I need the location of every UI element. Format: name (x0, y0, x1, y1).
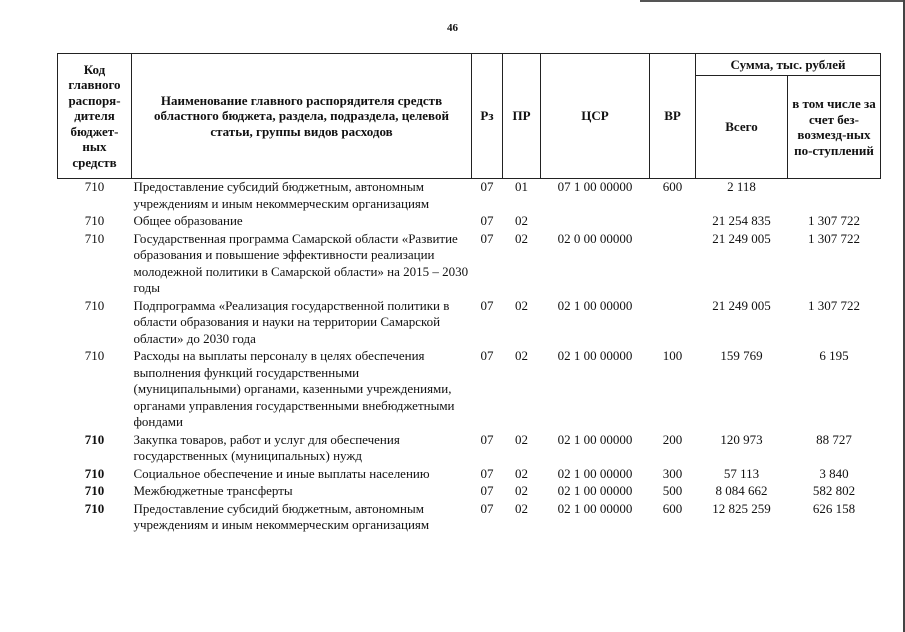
cell-csr: 02 1 00 00000 (557, 500, 633, 516)
cell-incl: 88 727 (816, 431, 852, 447)
cell-pr: 02 (515, 483, 528, 498)
table-row (58, 431, 881, 465)
cell-pr: 02 (515, 297, 528, 313)
cell-code: 710 (84, 483, 105, 498)
cell-total: 21 249 005 (712, 230, 771, 246)
table-row (58, 347, 881, 431)
cell-total: 2 118 (727, 179, 756, 194)
cell-csr: 02 1 00 00000 (557, 465, 633, 481)
cell-rz: 07 (480, 431, 494, 447)
cell-vr (650, 230, 696, 297)
cell-name: Социальное обеспечение и иные выплаты населению (133, 465, 430, 481)
cell-total: 21 249 005 (712, 297, 771, 313)
cell-incl: 6 195 (819, 348, 849, 363)
cell-rz: 07 (480, 179, 494, 194)
cell-pr: 02 (515, 431, 528, 447)
cell-name: Государственная программа Самарской области «Развитие образования и повышение эффективности реализации молодежной политики в Самарской области» на 2015 – 2030 годы (133, 230, 469, 295)
cell-name: Расходы на выплаты персоналу в целях обеспечения выполнения функций государственными (муниципальными) органами, казенными учреждениями, органами управления государственными внебюджетными фондами (133, 348, 455, 429)
cell-csr: 02 1 00 00000 (557, 297, 633, 313)
cell-code: 710 (84, 297, 105, 313)
cell-csr: 02 1 00 00000 (557, 483, 633, 498)
header-incl: в том числе за счет без-возмезд-ных по-ступлений (788, 76, 881, 179)
table-row (58, 179, 881, 213)
header-code: Код главного распоря-дителя бюджет-ных средств (58, 54, 132, 179)
cell-pr: 02 (515, 465, 528, 481)
cell-code: 710 (84, 431, 105, 447)
cell-vr (650, 212, 696, 230)
cell-pr: 02 (515, 213, 528, 228)
cell-rz: 07 (480, 230, 494, 246)
cell-incl: 1 307 722 (808, 230, 860, 246)
header-pr: ПР (503, 54, 541, 179)
cell-name: Общее образование (133, 213, 243, 228)
cell-vr: 600 (662, 500, 683, 516)
cell-incl: 1 307 722 (808, 213, 860, 228)
table-header (58, 54, 881, 179)
cell-total: 159 769 (720, 348, 763, 363)
cell-code: 710 (84, 348, 105, 363)
table-body (58, 179, 881, 534)
cell-csr (541, 212, 650, 230)
cell-name: Подпрограмма «Реализация государственной политики в области образования и науки на территории Самарской области» до 2030 года (133, 297, 450, 346)
cell-name: Межбюджетные трансферты (133, 483, 293, 498)
cell-rz: 07 (480, 465, 494, 481)
cell-vr: 300 (662, 465, 683, 481)
cell-vr: 100 (662, 348, 683, 363)
table-row (58, 500, 881, 534)
cell-total: 12 825 259 (712, 500, 771, 516)
cell-pr: 02 (515, 500, 528, 516)
scan-edge-top (640, 0, 905, 2)
header-name: Наименование главного распорядителя средств областного бюджета, раздела, подраздела, целевой статьи, группы видов расходов (132, 54, 472, 179)
table-row (58, 482, 881, 500)
header-sum-group: Сумма, тыс. рублей (696, 54, 881, 76)
cell-code: 710 (84, 179, 105, 194)
header-rz: Рз (472, 54, 503, 179)
cell-vr: 600 (662, 179, 683, 194)
cell-code: 710 (84, 213, 105, 228)
cell-total: 21 254 835 (712, 213, 771, 228)
cell-pr: 02 (515, 348, 528, 363)
cell-name: Предоставление субсидий бюджетным, автономным учреждениям и иным некоммерческим организациям (133, 500, 430, 532)
cell-name: Предоставление субсидий бюджетным, автономным учреждениям и иным некоммерческим организациям (133, 179, 430, 211)
header-total: Всего (696, 76, 788, 179)
table-row (58, 465, 881, 483)
header-csr: ЦСР (541, 54, 650, 179)
cell-incl: 3 840 (819, 465, 849, 481)
cell-vr (650, 297, 696, 348)
cell-rz: 07 (480, 213, 494, 228)
cell-csr: 07 1 00 00000 (557, 179, 633, 194)
table-row (58, 297, 881, 348)
page-number: 46 (447, 22, 458, 34)
cell-total: 8 084 662 (715, 483, 768, 498)
cell-csr: 02 0 00 00000 (557, 230, 633, 246)
cell-vr: 200 (662, 431, 683, 447)
cell-total: 57 113 (723, 465, 760, 481)
cell-pr: 02 (515, 230, 528, 246)
cell-pr: 01 (515, 179, 528, 194)
cell-rz: 07 (480, 500, 494, 516)
cell-code: 710 (84, 500, 105, 516)
cell-csr: 02 1 00 00000 (557, 431, 633, 447)
table-row (58, 230, 881, 297)
cell-rz: 07 (480, 483, 494, 498)
cell-incl: 1 307 722 (808, 297, 860, 313)
cell-incl: 626 158 (812, 500, 856, 516)
cell-total: 120 973 (720, 431, 763, 447)
cell-vr: 500 (662, 483, 683, 498)
cell-rz: 07 (480, 348, 494, 363)
cell-rz: 07 (480, 297, 494, 313)
cell-code: 710 (84, 465, 105, 481)
budget-table (57, 53, 881, 534)
cell-incl: 582 802 (812, 483, 856, 498)
table-row (58, 212, 881, 230)
cell-incl (788, 179, 881, 213)
cell-name: Закупка товаров, работ и услуг для обеспечения государственных (муниципальных) нужд (133, 431, 400, 463)
header-vr: ВР (650, 54, 696, 179)
cell-csr: 02 1 00 00000 (557, 348, 633, 363)
cell-code: 710 (84, 230, 105, 246)
